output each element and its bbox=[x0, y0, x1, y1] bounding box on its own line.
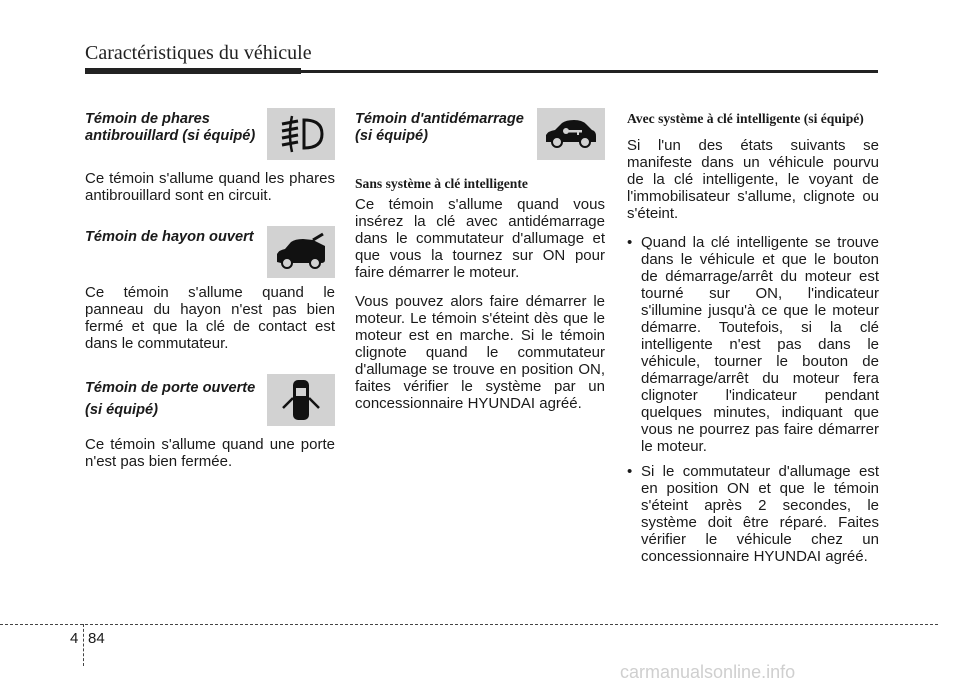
paragraph: Si l'un des états suivants se manifeste dans un véhicule pourvu de la clé intelligente, le voyant de l'immobilisateur s'allume, clignote ou s'éteint. bbox=[627, 137, 879, 222]
list-item: • Quand la clé intelligente se trouve dans le véhicule et que le bouton de démarrage/arrêt du moteur est tourné sur ON, l'indicateur s'illumine jusqu'à ce que le moteur démarre. Toutefois, si la clé intelligente n'est pas dans le véhicule, tourner le bouton de démarrage/arrêt du moteur fera clignoter l'indicateur pendant quelques minutes, indiquant que vous ne pourrez pas faire démarrer le moteur. bbox=[627, 234, 879, 455]
header-rule-accent bbox=[85, 68, 301, 74]
section-heading: Témoin de porte ouverte (si équipé) bbox=[85, 380, 256, 418]
section-text: Ce témoin s'allume quand le panneau du hayon n'est pas bien fermé et que la clé de contact est dans le commutateur. bbox=[85, 284, 335, 352]
bullet-list bbox=[627, 234, 879, 565]
fog-light-icon bbox=[267, 108, 335, 160]
section-text: Ce témoin s'allume quand une porte n'est pas bien fermée. bbox=[85, 436, 335, 470]
list-item: • Si le commutateur d'allumage est en position ON et que le témoin s'éteint après 2 secondes, le système doit être réparé. Faites vérifier le véhicule chez un concessionnaire HYUNDAI agréé. bbox=[627, 463, 879, 565]
subheading: Sans système à clé intelligente bbox=[355, 176, 528, 191]
section-text: Ce témoin s'allume quand les phares antibrouillard sont en circuit. bbox=[85, 170, 335, 204]
section-door bbox=[85, 374, 335, 470]
door-open-icon bbox=[267, 374, 335, 426]
footer-rule bbox=[0, 624, 938, 625]
section-tailgate bbox=[85, 226, 335, 352]
chapter-number: 4 bbox=[70, 630, 79, 647]
column-1 bbox=[85, 108, 335, 482]
footer-separator bbox=[83, 624, 84, 666]
tailgate-open-icon bbox=[267, 226, 335, 278]
paragraph: Vous pouvez alors faire démarrer le moteur. Le témoin s'éteint dès que le moteur est en marche. Si le témoin clignote quand le commutateur d'allumage se trouve en position ON, faites vérifier le système par un concessionnaire HYUNDAI agréé. bbox=[355, 293, 605, 412]
section-heading: Témoin de phares antibrouillard (si équipé) bbox=[85, 111, 256, 144]
section-fog-light bbox=[85, 108, 335, 204]
section-heading: Témoin d'antidémarrage (si équipé) bbox=[355, 111, 524, 144]
section-heading: Témoin de hayon ouvert bbox=[85, 229, 254, 245]
subheading: Avec système à clé intelligente (si équipé) bbox=[627, 111, 864, 126]
column-3 bbox=[627, 108, 879, 573]
column-2 bbox=[355, 108, 605, 424]
immobilizer-icon bbox=[537, 108, 605, 160]
page-header-title: Caractéristiques du véhicule bbox=[85, 42, 312, 64]
watermark: carmanualsonline.info bbox=[620, 662, 796, 682]
paragraph: Ce témoin s'allume quand vous insérez la clé avec antidémarrage dans le commutateur d'allumage et que vous la tournez sur ON pour faire démarrer le moteur. bbox=[355, 196, 605, 281]
page-number: 84 bbox=[88, 630, 105, 647]
